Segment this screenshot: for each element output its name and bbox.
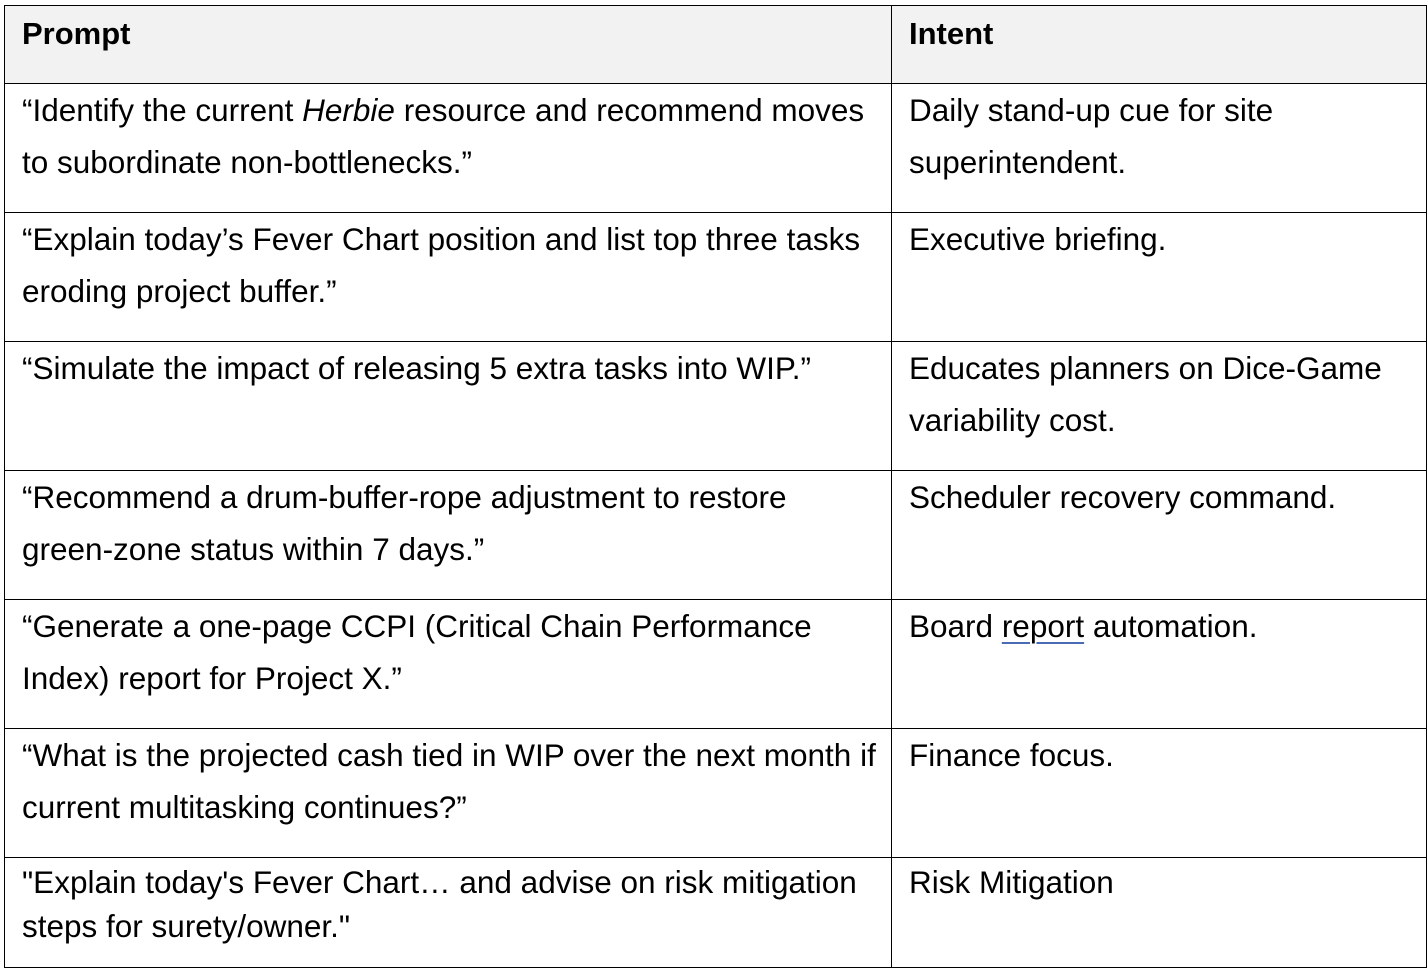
prompt-cell <box>5 600 892 729</box>
intent-text: Finance focus. <box>909 737 1114 773</box>
prompt-italic-term: Herbie <box>302 92 395 128</box>
intent-cell <box>892 342 1427 471</box>
prompt-text: "Explain today's Fever Chart… and advise on risk mitigation steps for surety/owner." <box>22 864 857 944</box>
intent-cell <box>892 600 1427 729</box>
intent-text: Executive briefing. <box>909 221 1167 257</box>
prompt-intent-table <box>4 5 1427 968</box>
table-row <box>5 213 1427 342</box>
table-row <box>5 600 1427 729</box>
intent-underlined-word: report <box>1001 608 1085 644</box>
intent-text: Daily stand-up cue for site superintendent. <box>909 92 1274 180</box>
prompt-cell <box>5 729 892 858</box>
prompt-text: “What is the projected cash tied in WIP over the next month if current multitasking continues?” <box>22 737 876 825</box>
prompt-text-part: resource and recommend moves to subordinate non-bottlenecks.” <box>22 92 865 180</box>
prompt-cell <box>5 858 892 968</box>
table-row <box>5 858 1427 968</box>
prompt-cell <box>5 471 892 600</box>
table-row <box>5 471 1427 600</box>
table-row <box>5 342 1427 471</box>
prompt-cell <box>5 84 892 213</box>
prompt-cell <box>5 342 892 471</box>
intent-text: Risk Mitigation <box>909 864 1114 900</box>
intent-cell <box>892 213 1427 342</box>
intent-text: Scheduler recovery command. <box>909 479 1337 515</box>
column-header-prompt: Prompt <box>5 6 892 84</box>
table-row <box>5 729 1427 858</box>
prompt-text: “Explain today’s Fever Chart position and list top three tasks eroding project buffer.” <box>22 221 861 309</box>
intent-text: Educates planners on Dice-Game variability cost. <box>909 350 1382 438</box>
intent-cell <box>892 471 1427 600</box>
prompt-text: “Generate a one-page CCPI (Critical Chain Performance Index) report for Project X.” <box>22 608 812 696</box>
intent-text-part: Board <box>909 608 1002 644</box>
prompt-text: “Recommend a drum-buffer-rope adjustment to restore green-zone status within 7 days.” <box>22 479 787 567</box>
prompt-cell <box>5 213 892 342</box>
intent-cell <box>892 729 1427 858</box>
prompt-text: “Simulate the impact of releasing 5 extra tasks into WIP.” <box>22 350 812 386</box>
column-header-intent: Intent <box>892 6 1427 84</box>
table-header-row <box>5 6 1427 84</box>
prompt-text-part: “Identify the current <box>22 92 303 128</box>
intent-text-part: automation. <box>1084 608 1258 644</box>
intent-cell <box>892 84 1427 213</box>
table-row <box>5 84 1427 213</box>
intent-cell <box>892 858 1427 968</box>
